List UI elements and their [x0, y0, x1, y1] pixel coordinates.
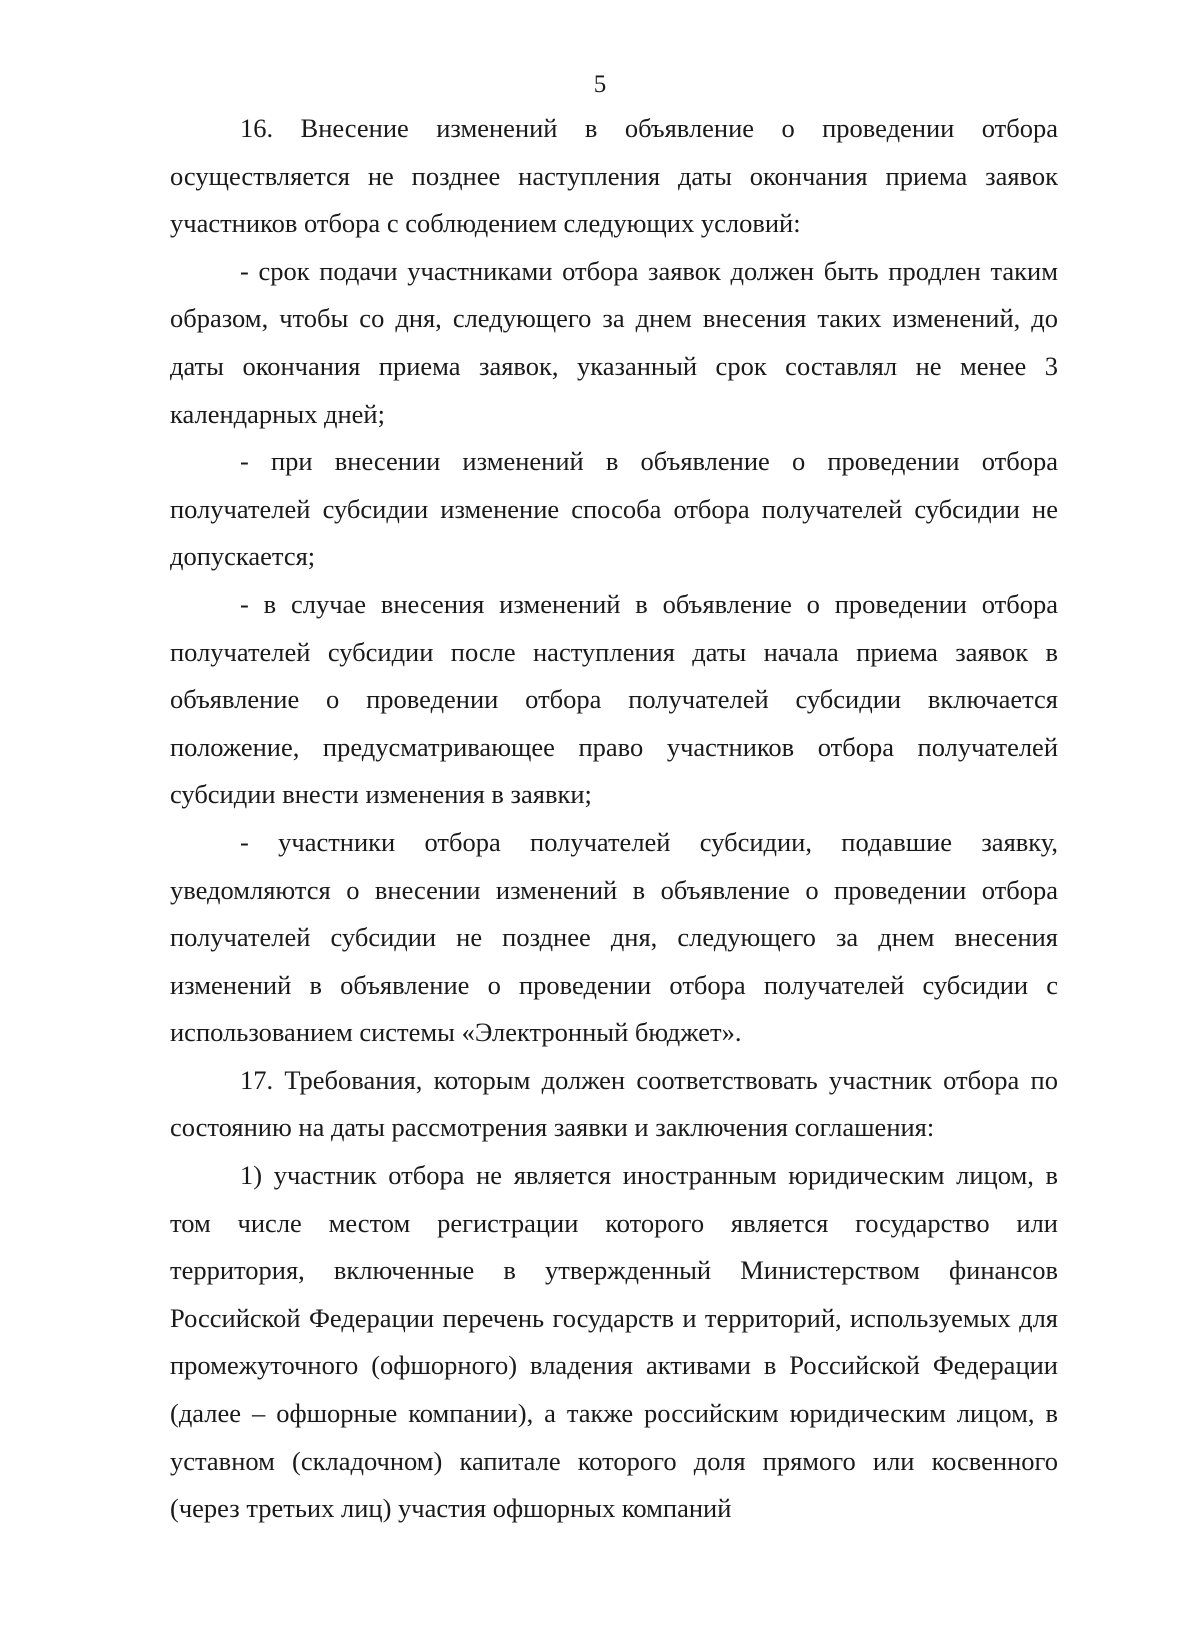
paragraph-16-intro: 16. Внесение изменений в объявление о проведении отбора осуществляется не позднее наступления даты окончания приема заявок участников отбора с соблюдением следующих условий: — [170, 113, 1058, 239]
paragraph-condition-method: - при внесении изменений в объявление о проведении отбора получателей субсидии изменение способа отбора получателей субсидии не допускается; — [170, 446, 1058, 572]
paragraph-17-requirements: 17. Требования, которым должен соответствовать участник отбора по состоянию на даты рассмотрения заявки и заключения соглашения: — [170, 1064, 1058, 1143]
paragraph-condition-changes: - в случае внесения изменений в объявление о проведении отбора получателей субсидии после наступления даты начала приема заявок в объявление о проведении отбора получателей субсидии включается положение, предусматривающее право участников отбора получателей субсидии внести изменения в заявки; — [170, 588, 1058, 810]
document-body — [170, 105, 1058, 1533]
paragraph-condition-deadline: - срок подачи участниками отбора заявок должен быть продлен таким образом, чтобы со дня, следующего за днем внесения таких изменений, до даты окончания приема заявок, указанный срок составлял не менее 3 календарных дней; — [170, 255, 1058, 429]
paragraph-requirement-1: 1) участник отбора не является иностранным юридическим лицом, в том числе местом регистрации которого является государство или территория, включенные в утвержденный Министерством финансов Российской Федерации перечень государств и территорий, используемых для промежуточного (офшорного) владения активами в Российской Федерации (далее – офшорные компании), а также российским юридическим лицом, в уставном (складочном) капитале которого доля прямого или косвенного (через третьих лиц) участия офшорных компаний — [170, 1160, 1058, 1524]
paragraph-condition-notification: - участники отбора получателей субсидии, подавшие заявку, уведомляются о внесении изменений в объявление о проведении отбора получателей субсидии не позднее дня, следующего за днем внесения изменений в объявление о проведении отбора получателей субсидии с использованием системы «Электронный бюджет». — [170, 826, 1058, 1048]
page-number: 5 — [593, 71, 607, 98]
